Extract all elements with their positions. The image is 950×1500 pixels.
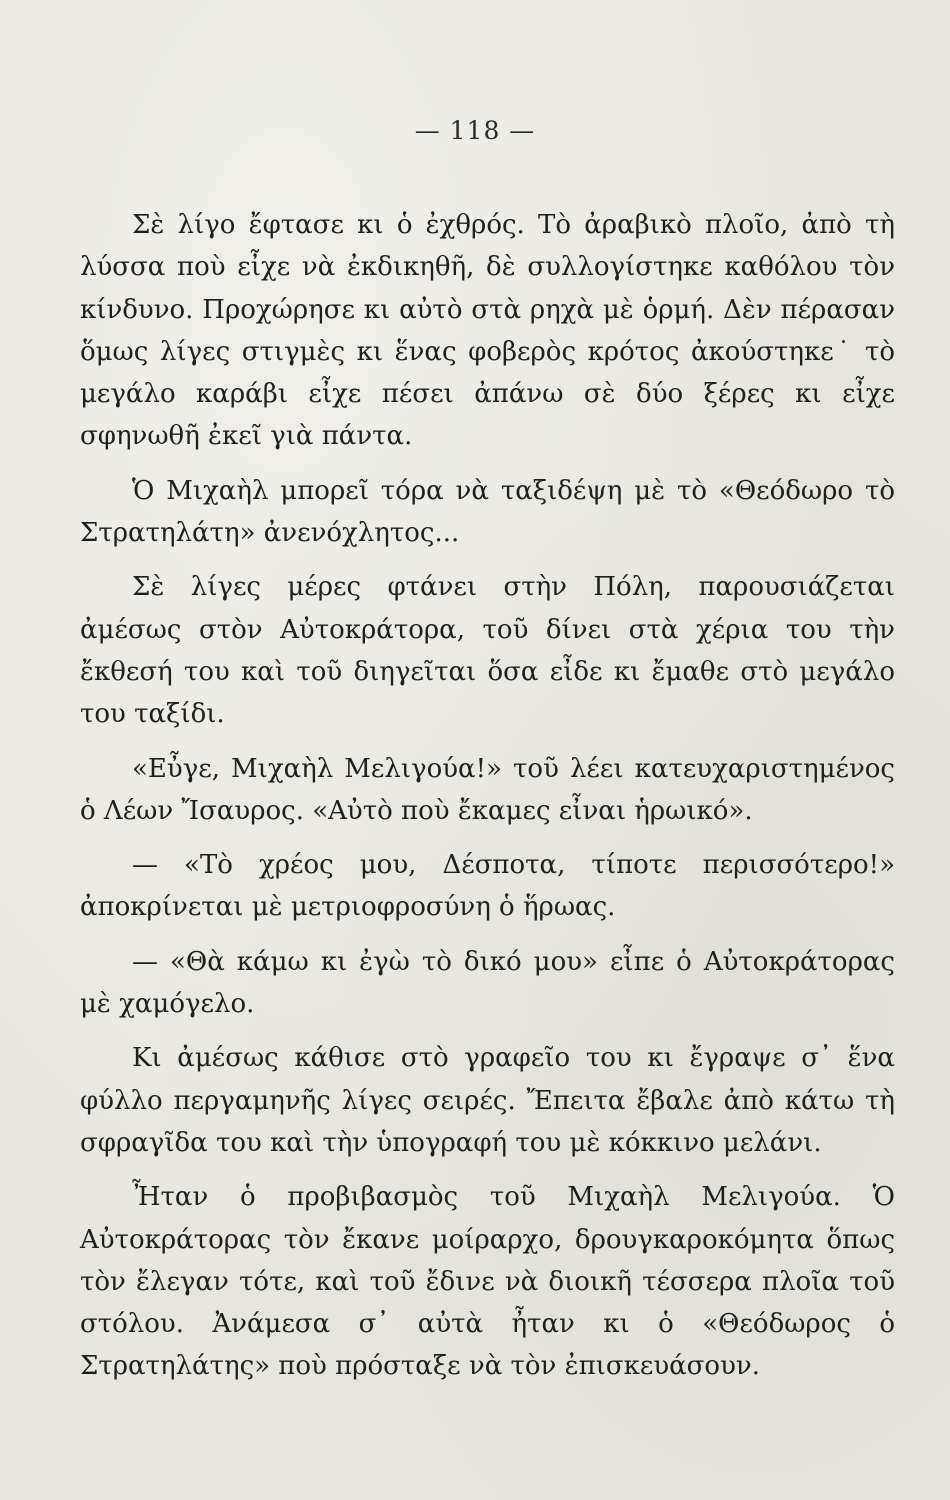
paragraph-1: Σὲ λίγο ἔφτασε κι ὁ ἐχθρός. Τὸ ἀραβικὸ πλοῖο, ἀπὸ τὴ λύσσα ποὺ εἶχε νὰ ἐκδικηθῆ, δὲ συλλογίστηκε καθόλου τὸν κίνδυνο. Προχώρησε κι αὐτὸ στὰ ρηχὰ μὲ ὁρμή. Δὲν πέρασαν ὅμως λίγες στιγμὲς κι ἕνας φοβερὸς κρότος ἀκούστηκε˙ τὸ μεγάλο καράβι εἶχε πέσει ἀπάνω σὲ δύο ξέρες κι εἶχε σφηνωθῆ ἐκεῖ γιὰ πάντα.	[80, 210, 895, 452]
body-text	[80, 204, 895, 1388]
paragraph-6: — «Θὰ κάμω κι ἐγὼ τὸ δικό μου» εἶπε ὁ Αὐτοκράτορας μὲ χαμόγελο.	[80, 946, 895, 1020]
paragraph-2: Ὁ Μιχαὴλ μπορεῖ τόρα νὰ ταξιδέψη μὲ τὸ «Θεόδωρο τὸ Στρατηλάτη» ἀνενόχλητος...	[80, 475, 895, 549]
paragraph-5: — «Τὸ χρέος μου, Δέσποτα, τίποτε περισσότερο!» ἀποκρίνεται μὲ μετριοφροσύνη ὁ ἥρωας.	[80, 850, 895, 923]
page-number: — 118 —	[414, 116, 536, 145]
paragraph-4: «Εὖγε, Μιχαὴλ Μελιγούα!» τοῦ λέει κατευχαριστημένος ὁ Λέων Ἴσαυρος. «Αὐτὸ ποὺ ἔκαμες εἶναι ἡρωικό».	[80, 753, 895, 826]
paragraph-3: Σὲ λίγες μέρες φτάνει στὴν Πόλη, παρουσιάζεται ἀμέσως στὸν Αὐτοκράτορα, τοῦ δίνει στὰ χέρια του τὴν ἔκθεσή του καὶ τοῦ διηγεῖται ὅσα εἶδε κι ἔμαθε στὸ μεγάλο του ταξίδι.	[80, 572, 895, 730]
paragraph-7: Κι ἀμέσως κάθισε στὸ γραφεῖο του κι ἔγραψε σ᾽ ἕνα φύλλο περγαμηνῆς λίγες σειρές. Ἔπειτα ἔβαλε ἀπὸ κάτω τὴ σφραγῖδα του καὶ τὴν ὑπογραφή του μὲ κόκκινο μελάνι.	[80, 1043, 895, 1158]
paragraph-8: Ἦταν ὁ προβιβασμὸς τοῦ Μιχαὴλ Μελιγούα. Ὁ Αὐτοκράτορας τὸν ἔκανε μοίραρχο, δρουγκαροκόμητα ὅπως τὸν ἔλεγαν τότε, καὶ τοῦ ἔδινε νὰ διοικῆ τέσσερα πλοῖα τοῦ στόλου. Ἀνάμεσα σ᾽ αὐτὰ ἦταν κι ὁ «Θεόδωρος ὁ Στρατηλάτης» ποὺ πρόσταξε νὰ τὸν ἐπισκευάσουν.	[80, 1182, 895, 1382]
